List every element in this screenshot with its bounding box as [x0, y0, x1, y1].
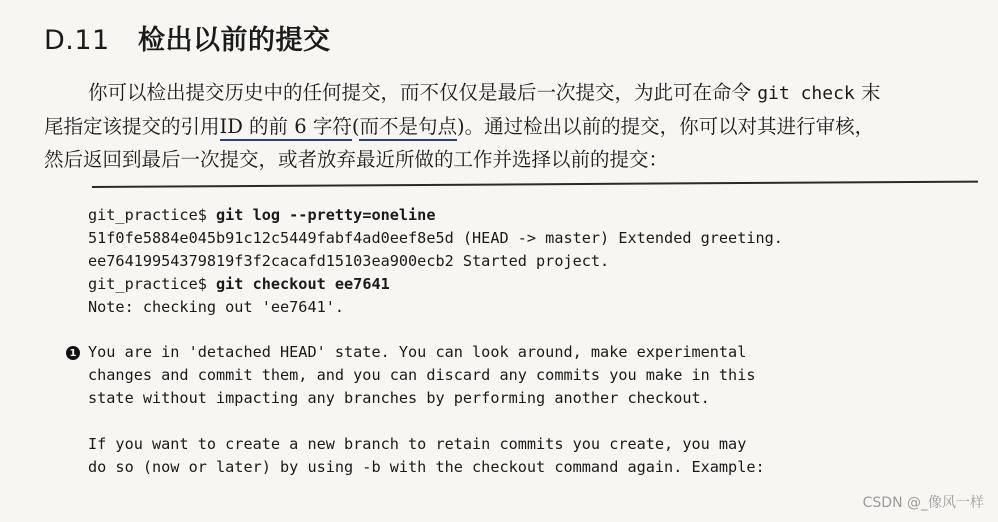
body-paragraph — [44, 76, 979, 176]
code-line: ee76419954379819f3f2cacafd15103ea900ecb2 Started project. — [88, 252, 610, 270]
shell-prompt: git_practice$ — [88, 275, 217, 293]
code-block — [88, 204, 783, 319]
code-line — [88, 273, 783, 296]
paragraph-text: 你可以检出提交历史中的任何提交，而不仅仅是最后一次提交，为此可在命令 — [88, 81, 752, 104]
shell-prompt: git_practice$ — [88, 206, 217, 224]
note-line: If you want to create a new branch to retain commits you create, you may — [88, 435, 747, 453]
paragraph-text: 尾指定该提交的引用 — [44, 115, 220, 138]
callout-note — [66, 341, 765, 479]
code-line: Note: checking out 'ee7641'. — [88, 298, 345, 316]
paragraph-text: )。通过检出以前的提交，你可以对其进行审核， — [456, 115, 875, 138]
inline-code: git check — [757, 83, 855, 104]
section-title: 检出以前的提交 — [138, 25, 331, 56]
paragraph-line-1 — [44, 76, 979, 110]
paragraph-text: ( — [351, 115, 360, 138]
handwritten-underline-id: ID 的前 6 字符 — [220, 115, 352, 141]
note-row — [66, 341, 765, 364]
section-number: D.11 — [44, 25, 110, 56]
section-heading — [44, 18, 331, 57]
note-line: state without impacting any branches by performing another checkout. — [88, 389, 710, 407]
paragraph-line-2 — [44, 110, 979, 143]
note-line: do so (now or later) by using -b with the checkout command again. Example: — [88, 458, 765, 476]
shell-command: git log --pretty=oneline — [216, 206, 436, 224]
callout-number-icon: 1 — [66, 346, 80, 360]
shell-command: git checkout ee7641 — [216, 275, 390, 293]
handwritten-underline-period: 而不是句点 — [359, 115, 457, 141]
watermark: CSDN @_像风一样 — [862, 495, 984, 511]
code-line: 51f0fe5884e045b91c12c5449fabf4ad0eef8e5d (HEAD -> master) Extended greeting. — [88, 229, 783, 247]
note-line: changes and commit them, and you can discard any commits you make in this — [88, 366, 756, 384]
note-line: You are in 'detached HEAD' state. You can look around, make experimental — [88, 343, 747, 361]
divider-rule — [92, 181, 978, 188]
paragraph-line-3: 然后返回到最后一次提交，或者放弃最近所做的工作并选择以前的提交： — [44, 148, 669, 171]
paragraph-text: 末 — [860, 81, 881, 104]
note-spacer — [66, 410, 765, 433]
code-line — [88, 204, 783, 227]
